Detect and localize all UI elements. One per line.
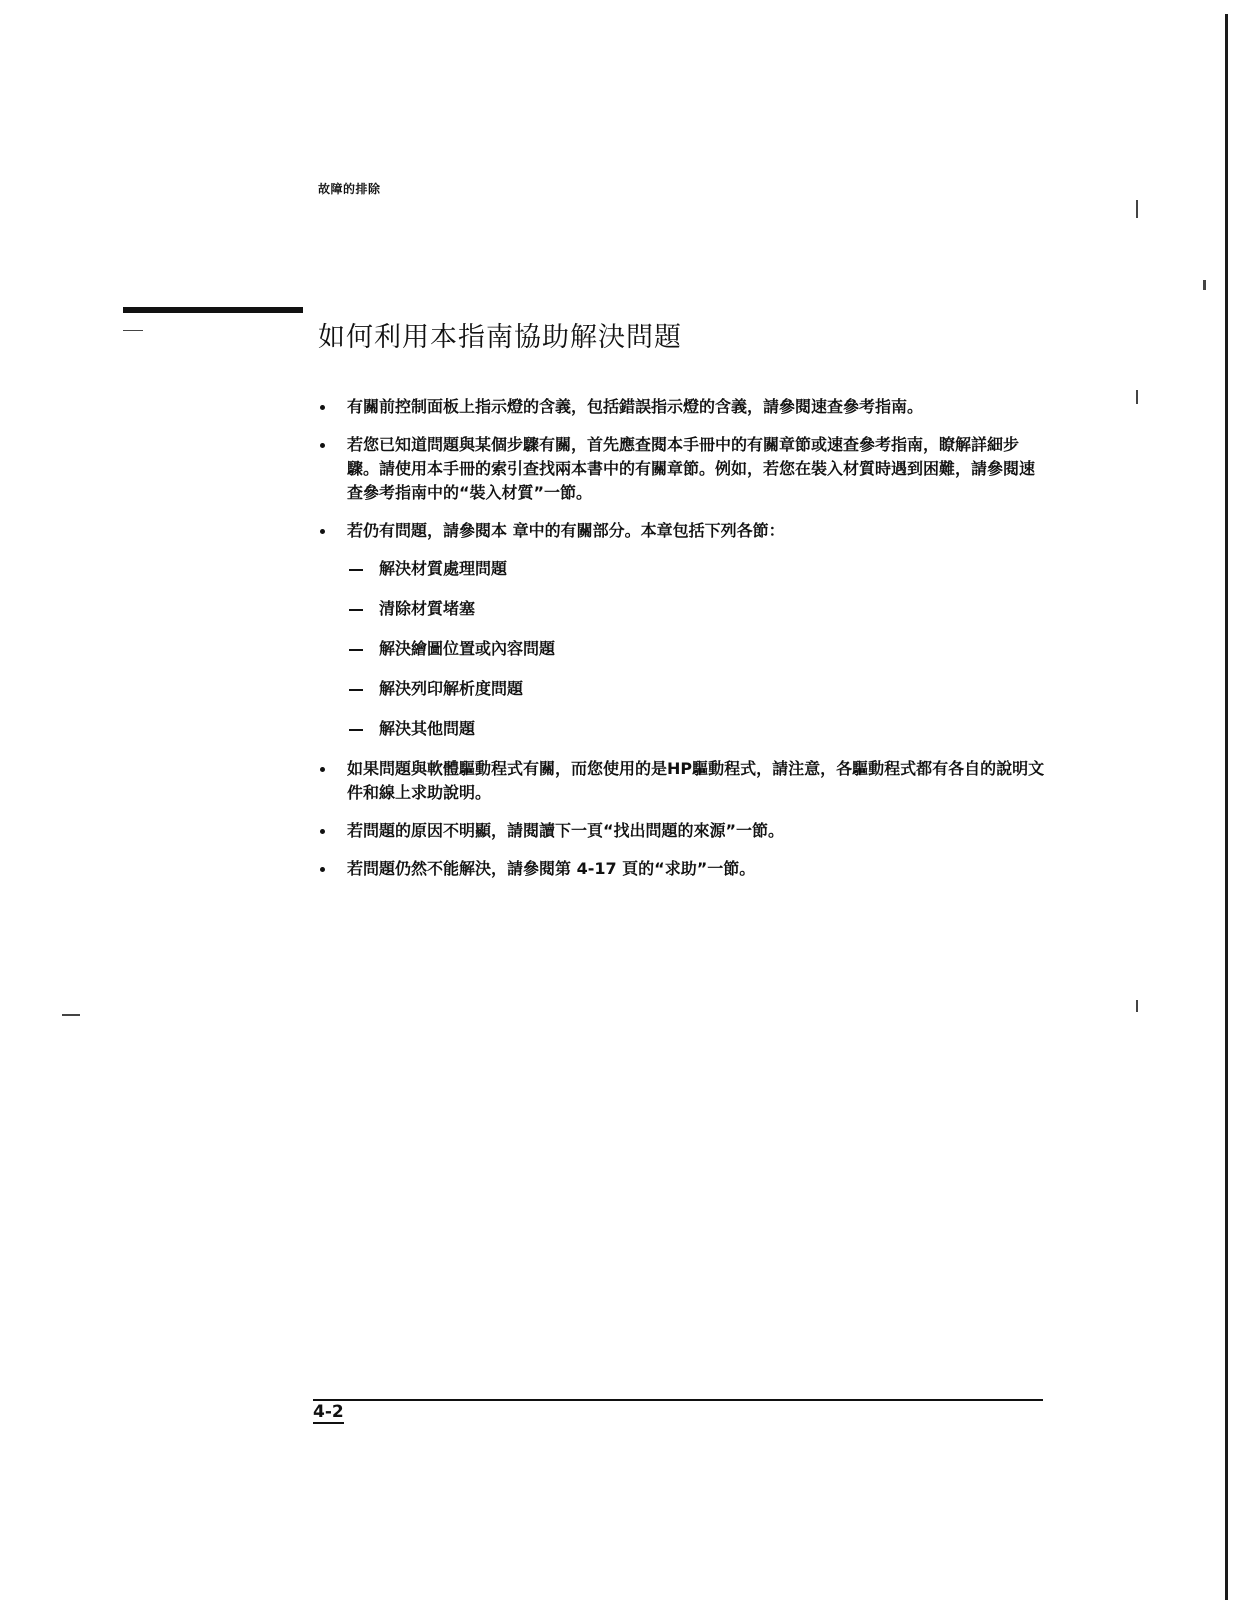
subsection-text: 解決材質處理問題 — [379, 559, 508, 578]
subsection-list — [347, 557, 1050, 741]
scan-speck — [1136, 390, 1138, 404]
scan-speck — [1136, 1000, 1138, 1012]
dash-icon — [349, 689, 363, 691]
bullet-dot-icon — [320, 829, 325, 834]
bullet-text: 若問題仍然不能解決，請參閱第 4-17 頁的“求助”一節。 — [347, 859, 756, 878]
bullet-item — [320, 395, 1050, 419]
bullet-dot-icon — [320, 443, 325, 448]
bullet-item — [320, 757, 1050, 805]
scan-speck — [1203, 280, 1206, 290]
subsection-text: 解決繪圖位置或內容問題 — [379, 639, 556, 658]
subsection-text: 解決其他問題 — [379, 719, 476, 738]
bullet-dot-icon — [320, 529, 325, 534]
scan-speck — [123, 330, 143, 331]
bullet-item — [320, 433, 1050, 505]
bullet-text: 如果問題與軟體驅動程式有關，而您使用的是HP驅動程式，請注意，各驅動程式都有各自的說明文件和線上求助說明。 — [347, 759, 1045, 802]
scan-edge-line — [1225, 14, 1228, 1600]
running-header: 故障的排除 — [318, 182, 381, 196]
footer-rule — [313, 1399, 1043, 1401]
bullet-text: 若您已知道問題與某個步驟有關，首先應查閱本手冊中的有關章節或速查參考指南，瞭解詳細步驟。請使用本手冊的索引查找兩本書中的有關章節。例如，若您在裝入材質時遇到困難，請參閱速查參考指南中的“裝入材質”一節。 — [347, 435, 1036, 502]
bullet-item — [320, 819, 1050, 843]
subsection-item — [347, 557, 1050, 581]
bullet-dot-icon — [320, 405, 325, 410]
bullet-text: 若仍有問題，請參閱本 章中的有關部分。本章包括下列各節： — [347, 521, 785, 540]
subsection-item — [347, 677, 1050, 701]
subsection-item — [347, 637, 1050, 661]
subsection-item — [347, 717, 1050, 741]
bullet-list — [320, 395, 1050, 895]
dash-icon — [349, 729, 363, 731]
section-title: 如何利用本指南協助解決問題 — [318, 322, 682, 353]
bullet-text: 有關前控制面板上指示燈的含義，包括錯誤指示燈的含義，請參閱速查參考指南。 — [347, 397, 924, 416]
bullet-dot-icon — [320, 867, 325, 872]
subsection-text: 解決列印解析度問題 — [379, 679, 524, 698]
dash-icon — [349, 649, 363, 651]
heading-rule — [123, 307, 303, 313]
dash-icon — [349, 609, 363, 611]
subsection-text: 清除材質堵塞 — [379, 599, 476, 618]
bullet-item — [320, 519, 1050, 741]
page-number: 4-2 — [313, 1402, 344, 1422]
bullet-text: 若問題的原因不明顯，請閱讀下一頁“找出問題的來源”一節。 — [347, 821, 785, 840]
bullet-dot-icon — [320, 767, 325, 772]
scan-speck — [1136, 200, 1138, 218]
bullet-item — [320, 857, 1050, 881]
scan-speck — [62, 1014, 80, 1016]
subsection-item — [347, 597, 1050, 621]
dash-icon — [349, 569, 363, 571]
